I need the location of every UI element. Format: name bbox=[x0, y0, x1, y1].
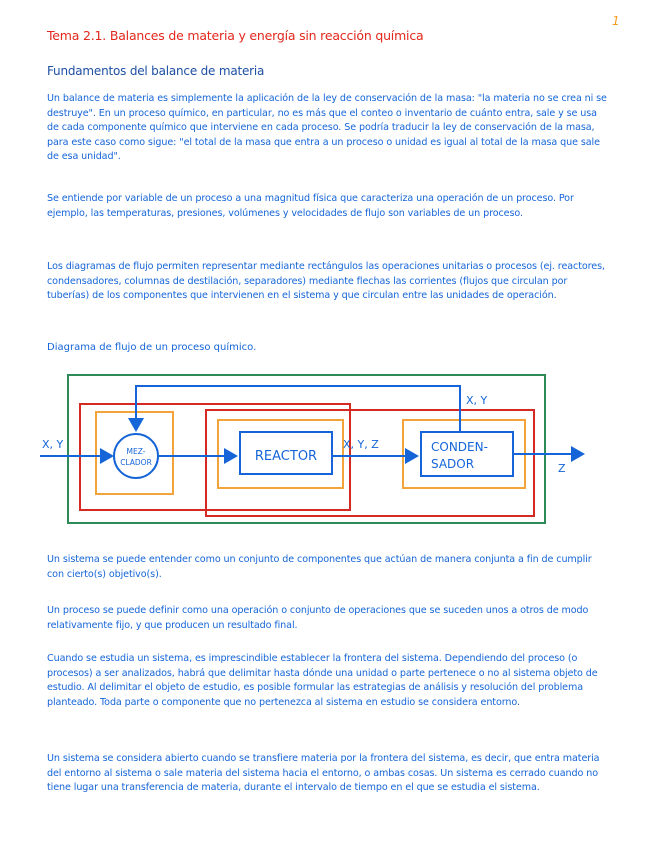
input-stream-label: X, Y bbox=[42, 438, 64, 451]
page-title: Tema 2.1. Balances de materia y energía sin reacción química bbox=[47, 28, 424, 43]
diagram-title: Diagrama de flujo de un proceso químico. bbox=[47, 342, 257, 353]
paragraph-process-variable: Se entiende por variable de un proceso a una magnitud física que caracteriza una operación de un proceso. Por ejemplo, las temperaturas, presiones, volúmenes y velocidades de flujo son variables de un proceso. bbox=[47, 193, 574, 219]
reactor-output-stream-label: X, Y, Z bbox=[343, 438, 379, 451]
mixer-label-line1: MEZ- bbox=[126, 447, 146, 456]
condenser-label-line1: CONDEN- bbox=[431, 440, 488, 454]
condenser-label-line2: SADOR bbox=[431, 457, 475, 471]
page-number: 1 bbox=[612, 14, 620, 28]
paragraph-process-definition: Un proceso se puede definir como una operación o conjunto de operaciones que se suceden unos a otros de modo relativamente fijo, y que producen un resultado final. bbox=[47, 605, 589, 631]
section-subtitle: Fundamentos del balance de materia bbox=[47, 64, 265, 78]
output-stream-label: Z bbox=[558, 462, 566, 475]
paragraph-system-boundary: Cuando se estudia un sistema, es imprescindible establecer la frontera del sistema. Dependiendo del proceso (o procesos) a ser analizados, habrá que delimitar hasta dónde una unidad o parte pertenece o no al sistema objeto de estudio. Al delimitar el objeto de estudio, es posible formular las estrategias de análisis y resolución del problema planteado. Toda parte o componente que no pertenezca al sistema en estudio se considera entorno. bbox=[47, 653, 598, 708]
paragraph-flow-diagrams: Los diagramas de flujo permiten representar mediante rectángulos las operaciones unitarias o procesos (ej. reactores, condensadores, columnas de destilación, separadores) mediante flechas las corrientes (flujos que circulan por tuberías) de los componentes que intervienen en el sistema y que circulan entre las unidades de operación. bbox=[47, 261, 605, 301]
mixer-label-line2: CLADOR bbox=[120, 458, 152, 467]
process-flow-diagram bbox=[38, 368, 598, 528]
recycle-stream-label: X, Y bbox=[466, 394, 488, 407]
paragraph-open-closed-system: Un sistema se considera abierto cuando se transfiere materia por la frontera del sistema, es decir, que entra materia del entorno al sistema o sale materia del sistema hacia el entorno, o ambas cosas. Un sistema es cerrado cuando no tiene lugar una transferencia de materia, durante el intervalo de tiempo en el que se estudia el sistema. bbox=[47, 753, 600, 793]
paragraph-mass-balance: Un balance de materia es simplemente la aplicación de la ley de conservación de la masa: "la materia no se crea ni se destruye". En un proceso químico, en particular, no es más que el conteo o inventario de cuánto entra, sale y se usa de cada componente químico que interviene en cada proceso. Se podría traducir la ley de conservación de la masa, para este caso como sigue: "el total de la masa que entra a un proceso o unidad es igual al total de la masa que sale de esa unidad". bbox=[47, 93, 607, 162]
paragraph-system-definition: Un sistema se puede entender como un conjunto de componentes que actúan de manera conjunta a fin de cumplir con cierto(s) objetivo(s). bbox=[47, 554, 592, 580]
reactor-label: REACTOR bbox=[254, 449, 318, 464]
mixer-unit bbox=[114, 434, 158, 478]
